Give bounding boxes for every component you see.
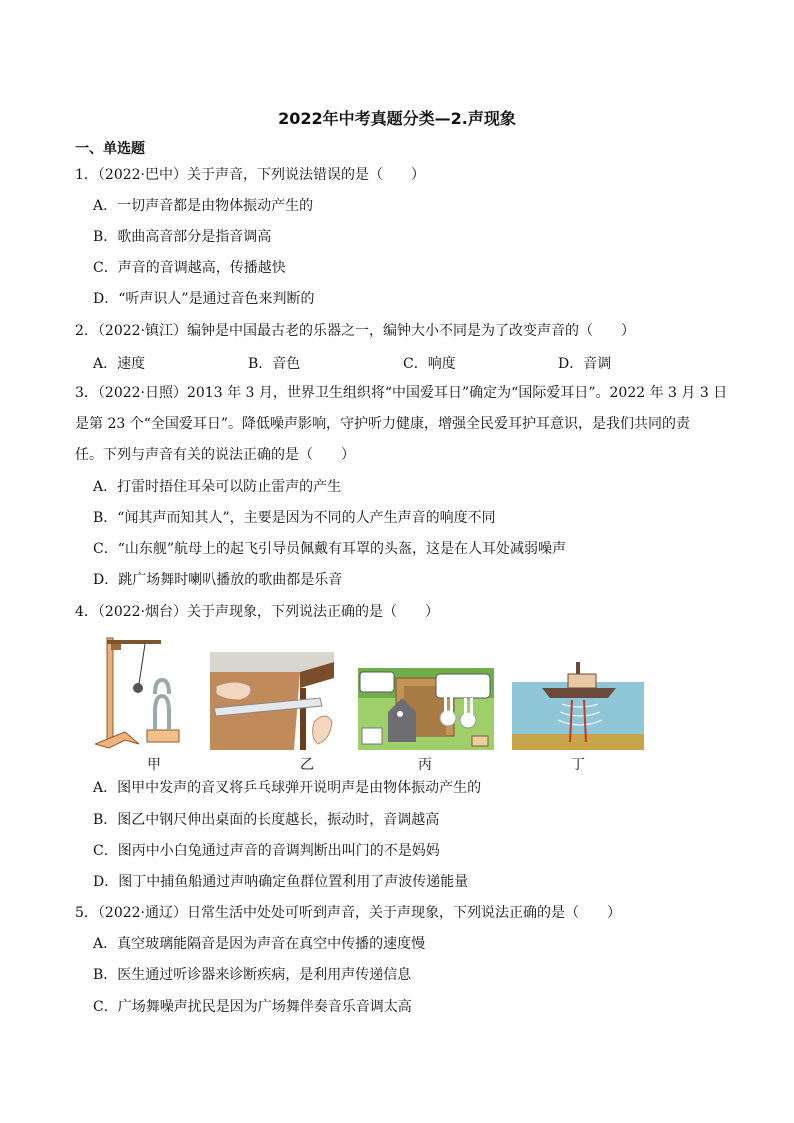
figure-label-bing: 丙 (418, 757, 432, 773)
question-4-option-c[interactable]: C．图丙中小白兔通过声音的音调判断出叫门的不是妈妈 (93, 843, 440, 859)
question-3-option-c[interactable]: C．“山东舰”航母上的起飞引导员佩戴有耳罩的头盔，这是在人耳处减弱噪声 (93, 541, 567, 557)
question-5-option-c[interactable]: C．广场舞噪声扰民是因为广场舞伴奏音乐音调太高 (93, 999, 412, 1015)
question-4-figures (95, 632, 655, 772)
question-3-stem-line-1: 3．（2022·日照）2013 年 3 月，世界卫生组织将“中国爱耳日”确定为“国际爱耳日”。2022 年 3 月 3 日 (75, 385, 728, 401)
question-1-stem: 1．（2022·巴中）关于声音，下列说法错误的是（ ） (75, 167, 425, 183)
question-1-option-a[interactable]: A．一切声音都是由物体振动产生的 (93, 198, 314, 214)
question-2-options (93, 353, 743, 371)
question-2-option-a[interactable]: A．速度 (93, 356, 146, 372)
figure-label-jia: 甲 (147, 757, 161, 773)
figure-bing-rabbits-cartoon (358, 668, 494, 750)
question-4-stem: 4．（2022·烟台）关于声现象，下列说法正确的是（ ） (75, 604, 439, 620)
section-heading: 一、单选题 (75, 141, 145, 157)
figure-label-yi: 乙 (300, 757, 314, 773)
question-3-option-d[interactable]: D．跳广场舞时喇叭播放的歌曲都是乐音 (93, 572, 343, 588)
question-3-stem-line-3: 任。下列与声音有关的说法正确的是（ ） (75, 447, 355, 463)
question-3-stem-line-2: 是第 23 个“全国爱耳日”。降低噪声影响，守护听力健康，增强全民爱耳护耳意识，是我们共同的责 (75, 416, 691, 432)
question-3-option-b[interactable]: B．“闻其声而知其人”，主要是因为不同的人产生声音的响度不同 (93, 510, 496, 526)
question-2-option-d[interactable]: D．音调 (558, 356, 612, 372)
question-1-option-d[interactable]: D．“听声识人”是通过音色来判断的 (93, 291, 315, 307)
question-4-option-b[interactable]: B．图乙中钢尺伸出桌面的长度越长，振动时，音调越高 (93, 812, 440, 828)
figure-jia-tuning-fork (95, 632, 195, 750)
figure-label-ding: 丁 (571, 757, 585, 773)
question-2-option-c[interactable]: C．响度 (403, 356, 456, 372)
figure-ding-sonar-ship (512, 658, 644, 750)
question-5-option-a[interactable]: A．真空玻璃能隔音是因为声音在真空中传播的速度慢 (93, 936, 426, 952)
question-4-option-d[interactable]: D．图丁中捕鱼船通过声呐确定鱼群位置利用了声波传递能量 (93, 874, 469, 890)
question-2-option-b[interactable]: B．音色 (248, 356, 301, 372)
question-4-option-a[interactable]: A．图甲中发声的音叉将乒乓球弹开说明声是由物体振动产生的 (93, 780, 482, 796)
question-1-option-b[interactable]: B．歌曲高音部分是指音调高 (93, 229, 272, 245)
question-1-option-c[interactable]: C．声音的音调越高，传播越快 (93, 260, 286, 276)
question-5-stem: 5．（2022·通辽）日常生活中处处可听到声音，关于声现象，下列说法正确的是（ ） (75, 905, 621, 921)
question-3-option-a[interactable]: A．打雷时捂住耳朵可以防止雷声的产生 (93, 479, 342, 495)
figure-yi-ruler-table (210, 652, 334, 750)
question-5-option-b[interactable]: B．医生通过听诊器来诊断疾病，是利用声传递信息 (93, 967, 412, 983)
question-2-stem: 2．（2022·镇江）编钟是中国最古老的乐器之一，编钟大小不同是为了改变声音的（ ） (75, 323, 635, 339)
document-title: 2022年中考真题分类—2.声现象 (278, 109, 516, 128)
